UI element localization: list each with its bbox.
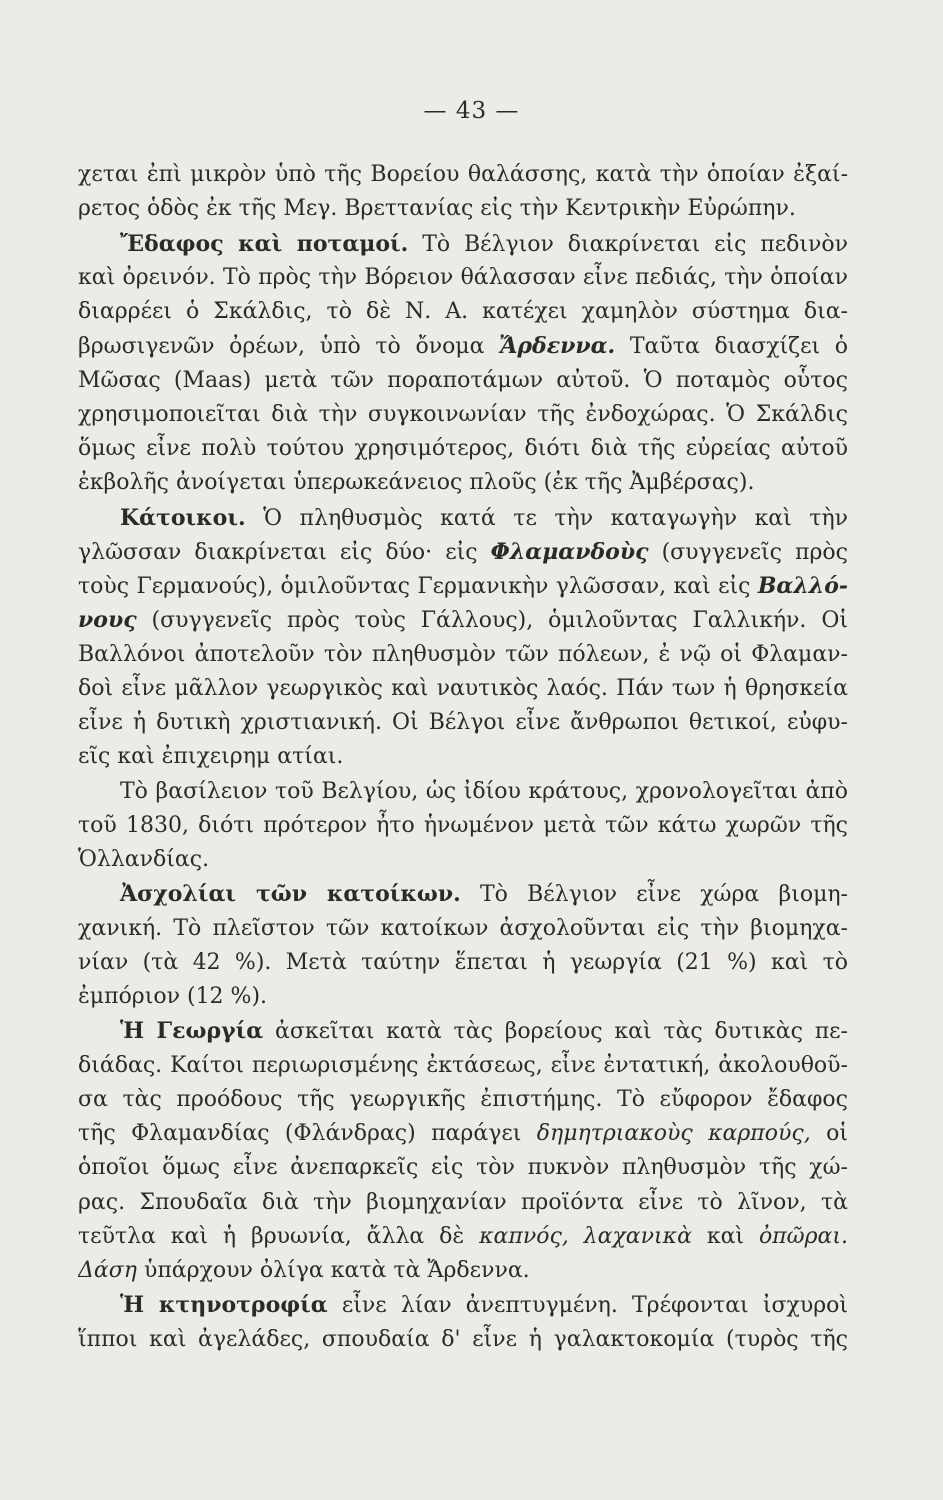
text-run: εἶνε ἡ δυτικὴ χριστιανική. Οἱ Βέλγοι εἶνε ἄνθρωποι θετικοί, εὐφυ- xyxy=(78,710,848,735)
text-run: Βαλλόνοι ἀποτελοῦν τὸν πληθυσμὸν τῶν πόλεων, ἐ νῷ οἱ Φλαμαν- xyxy=(78,641,848,667)
text-run: (συγγενεῖς πρὸς xyxy=(648,539,848,565)
text-line xyxy=(78,501,848,535)
text-run: δοὶ εἶνε μᾶλλον γεωργικὸς καὶ ναυτικὸς λαός. Πάν των ἡ θρησκεία xyxy=(78,675,848,701)
section-heading: Ἡ Γεωργία xyxy=(120,1018,264,1045)
section-heading: Ἔδαφος καὶ ποταμοί. xyxy=(120,230,409,257)
text-line xyxy=(78,1151,848,1185)
text-line xyxy=(78,980,848,1014)
text-line xyxy=(78,843,848,877)
text-line xyxy=(78,1288,848,1322)
emphasized-term: Ἄρδεννα. xyxy=(499,333,616,360)
text-line xyxy=(78,809,848,843)
text-line xyxy=(78,946,848,980)
text-run: ἀσκεῖται κατὰ τὰς βορείους καὶ τὰς δυτικὰς πε- xyxy=(263,1019,848,1045)
text-run: ὅμως εἶνε πολὺ τούτου χρησιμότερος, διότι διὰ τῆς εὐρείας αὐτοῦ xyxy=(78,436,848,461)
text-line xyxy=(78,192,848,226)
emphasized-term: καπνός, λαχανικὰ xyxy=(479,1223,692,1249)
text-run: οἱ xyxy=(810,1121,848,1146)
text-line xyxy=(78,295,848,329)
text-run: καὶ xyxy=(691,1223,759,1249)
text-run: Τὸ βασίλειον τοῦ Βελγίου, ὡς ἰδίου κράτους, χρονολογεῖται ἀπὸ xyxy=(120,778,848,804)
emphasized-term: Φλαμανδοὺς xyxy=(490,538,649,565)
text-run: τεῦτλα καὶ ἡ βρυωνία, ἄλλα δὲ xyxy=(78,1223,480,1249)
text-run: βρωσιγενῶν ὀρέων, ὑπὸ τὸ ὄνομα xyxy=(78,334,500,360)
emphasized-term: Δάση xyxy=(78,1258,137,1283)
page-number: — 43 — xyxy=(423,98,520,124)
text-run: Ὁ πληθυσμὸς κατά τε τὴν καταγωγὴν καὶ τὴν xyxy=(245,505,848,531)
text-line xyxy=(78,1049,848,1083)
text-run: Τὸ Βέλγιον διακρίνεται εἰς πεδινὸν xyxy=(408,231,848,257)
section-heading: Ἀσχολίαι τῶν κατοίκων. xyxy=(120,881,461,908)
text-run: γλῶσσαν διακρίνεται εἰς δύο· εἰς xyxy=(78,539,491,565)
text-run: εῖς καὶ ἐπιχειρημ ατίαι. xyxy=(78,744,344,770)
text-line xyxy=(78,706,848,740)
section-heading: Ἡ κτηνοτροφία xyxy=(120,1292,328,1319)
text-line xyxy=(78,329,848,363)
text-line xyxy=(78,432,848,466)
text-line xyxy=(78,672,848,706)
text-run: ἐμπόριον (12 %). xyxy=(78,984,268,1009)
emphasized-term: Βαλλό- xyxy=(757,573,848,599)
text-line xyxy=(78,398,848,432)
text-line xyxy=(78,775,848,809)
text-run: χρησιμοποιεῖται διὰ τὴν συγκοινωνίαν τῆς ἐνδοχώρας. Ὁ Σκάλδις xyxy=(78,401,848,427)
text-run: ὁποῖοι ὅμως εἶνε ἀνεπαρκεῖς εἰς τὸν πυκνὸν πληθυσμὸν τῆς χώ- xyxy=(78,1155,848,1181)
text-line xyxy=(78,740,848,774)
text-run: (συγγενεῖς πρὸς τοὺς Γάλλους), ὁμιλοῦντας Γαλλικήν. Οἱ xyxy=(136,608,848,634)
text-run: τῆς Φλαμανδίας (Φλάνδρας) παράγει xyxy=(78,1121,537,1146)
text-run: ἐκβολῆς ἀνοίγεται ὑπερωκεάνειος πλοῦς (ἐκ τῆς Ἀμβέρσας). xyxy=(78,470,755,496)
text-run: Τὸ Βέλγιον εἶνε χώρα βιομη- xyxy=(460,882,848,908)
text-run: ὑπάρχουν ὀλίγα κατὰ τὰ Ἄρδεννα. xyxy=(136,1258,530,1283)
body-text xyxy=(78,158,848,1357)
emphasized-term: νους xyxy=(78,607,137,634)
text-run: διαρρέει ὁ Σκάλδις, τὸ δὲ Ν. Α. κατέχει χαμηλὸν σύστημα δια- xyxy=(78,299,848,324)
text-run: τοὺς Γερμανούς), ὁμιλοῦντας Γερμανικὴν γλῶσσαν, καὶ εἰς xyxy=(78,574,758,599)
text-line xyxy=(78,1220,848,1254)
text-run: σα τὰς προόδους τῆς γεωργικῆς ἐπιστήμης. Τὸ εὔφορον ἔδαφος xyxy=(78,1086,848,1112)
text-run: ρας. Σπουδαῖα διὰ τὴν βιομηχανίαν προϊόντα εἶνε τὸ λῖνον, τὰ xyxy=(78,1189,848,1215)
text-run: χεται ἐπὶ μικρὸν ὑπὸ τῆς Βορείου θαλάσσης, κατὰ τὴν ὁποίαν ἐξαί- xyxy=(78,162,848,187)
text-line xyxy=(78,569,848,603)
text-line xyxy=(78,877,848,911)
text-line xyxy=(78,912,848,946)
text-line xyxy=(78,227,848,261)
text-line xyxy=(78,535,848,569)
text-run: ρετος ὁδὸς ἐκ τῆς Μεγ. Βρεττανίας εἰς τὴν Κεντρικὴν Εὐρώπην. xyxy=(78,196,796,222)
text-run: εἶνε λίαν ἀνεπτυγμένη. Τρέφονται ἰσχυροὶ xyxy=(327,1293,848,1319)
text-run: Ὁλλανδίας. xyxy=(78,847,210,872)
text-line xyxy=(78,1014,848,1048)
text-run: χανική. Τὸ πλεῖστον τῶν κατοίκων ἀσχολοῦνται εἰς τὴν βιομηχα- xyxy=(78,915,848,941)
text-line xyxy=(78,1083,848,1117)
text-line xyxy=(78,1323,848,1357)
section-heading: Κάτοικοι. xyxy=(120,504,246,531)
text-line xyxy=(78,364,848,398)
text-line xyxy=(78,1254,848,1288)
text-run: Μῶσας (Maas) μετὰ τῶν ποραποτάμων αὐτοῦ. Ὁ ποταμὸς οὗτος xyxy=(78,367,848,393)
text-line xyxy=(78,466,848,500)
text-run: Ταῦτα διασχίζει ὁ xyxy=(615,334,848,360)
text-run: ἵπποι καὶ ἀγελάδες, σπουδαία δ' εἶνε ἡ γαλακτοκομία (τυρὸς τῆς xyxy=(78,1326,848,1352)
text-run: νίαν (τὰ 42 %). Μετὰ ταύτην ἕπεται ἡ γεωργία (21 %) καὶ τὸ xyxy=(78,949,848,975)
text-line xyxy=(78,603,848,637)
emphasized-term: δημητριακοὺς καρπούς, xyxy=(536,1121,811,1146)
text-line xyxy=(78,261,848,295)
text-run: τοῦ 1830, διότι πρότερον ἦτο ἡνωμένον μετὰ τῶν κάτω χωρῶν τῆς xyxy=(78,812,848,838)
text-run: διάδας. Καίτοι περιωρισμένης ἐκτάσεως, εἶνε ἐντατική, ἀκολουθοῦ- xyxy=(78,1052,848,1078)
text-line xyxy=(78,1117,848,1151)
text-run: καὶ ὀρεινόν. Τὸ πρὸς τὴν Βόρειον θάλασσαν εἶνε πεδιάς, τὴν ὁποίαν xyxy=(78,264,848,290)
text-line xyxy=(78,158,848,192)
text-line xyxy=(78,638,848,672)
emphasized-term: ὀπῶραι. xyxy=(758,1223,848,1249)
text-line xyxy=(78,1186,848,1220)
